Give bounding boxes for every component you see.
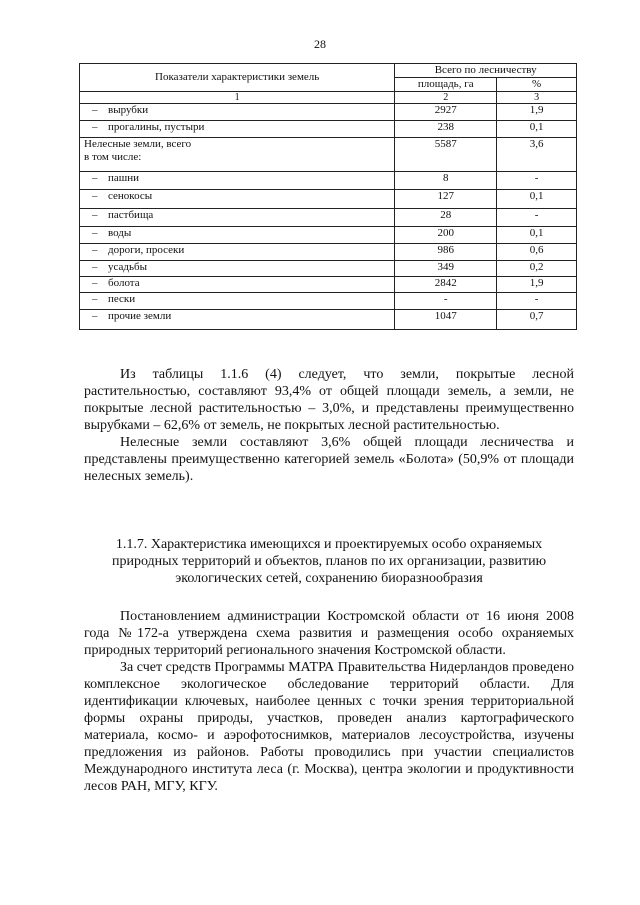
area-cell: 238 [395, 121, 497, 138]
header-percent: % [497, 78, 577, 92]
percent-cell: 3,6 [497, 138, 577, 172]
column-number-3: 3 [497, 92, 577, 104]
page-number: 28 [314, 37, 326, 51]
area-cell: - [395, 293, 497, 310]
dash-marker: – [92, 244, 98, 256]
table-body [80, 104, 577, 330]
area-cell: 2927 [395, 104, 497, 121]
row-label: пески [108, 293, 136, 305]
table-row [80, 104, 577, 121]
row-label-cell [80, 190, 395, 209]
table-row [80, 121, 577, 138]
row-label-cell [80, 277, 395, 293]
table-row [80, 244, 577, 261]
dash-marker: – [92, 209, 98, 221]
dash-marker: – [92, 277, 98, 289]
table-row [80, 293, 577, 310]
percent-cell: 0,2 [497, 261, 577, 277]
row-label-cell [80, 310, 395, 330]
table-row [80, 227, 577, 244]
row-label: дороги, просеки [108, 244, 185, 256]
paragraph-resolution: Постановлением администрации Костромской области от 16 июня 2008 года №172-а утверждена схема развития и размещения особо охраняемых природных территорий регионального значения Костромской области. [84, 609, 574, 658]
column-number-1: 1 [80, 92, 395, 104]
row-label: прочие земли [108, 310, 172, 322]
area-cell: 5587 [395, 138, 497, 172]
header-indicators: Показатели характеристики земель [80, 64, 395, 92]
row-label-cell [80, 261, 395, 277]
row-label-cell [80, 104, 395, 121]
section-heading: 1.1.7. Характеристика имеющихся и проектируемых особо охраняемых природных территорий и объектов, планов по их организации, развитию экологических сетей, сохранению биоразнообразия [111, 537, 547, 586]
row-label-cell [80, 138, 395, 172]
percent-cell: 0,6 [497, 244, 577, 261]
paragraph-nonforest-lands: Нелесные земли составляют 3,6% общей площади лесничества и представлены преимущественно категорией земель «Болота» (50,9% от площади нелесных земель). [84, 435, 574, 484]
dash-marker: – [92, 293, 98, 305]
row-label-cell [80, 227, 395, 244]
row-label: вырубки [108, 104, 149, 116]
percent-cell: - [497, 293, 577, 310]
area-cell: 2842 [395, 277, 497, 293]
row-label: болота [108, 277, 140, 289]
paragraph-matra-program: За счет средств Программы МАТРА Правительства Нидерландов проведено комплексное экологическое обследование территорий области. Для идентификации ключевых, наиболее ценных с точки зрения территориальной формы охраны природы, участков, проведен анализ картографического материала, космо- и аэрофотоснимков, материалов лесоустройства, изучены предложения из районов. Работы проводились при участии специалистов Международного института леса (г. Москва), центра экологии и продуктивности лесов РАН, МГУ, КГУ. [84, 660, 574, 794]
table-row [80, 277, 577, 293]
table-row [80, 310, 577, 330]
dash-marker: – [92, 227, 98, 239]
column-number-2: 2 [395, 92, 497, 104]
area-cell: 1047 [395, 310, 497, 330]
text-block-2 [84, 608, 574, 795]
area-cell: 28 [395, 209, 497, 227]
percent-cell: 1,9 [497, 104, 577, 121]
text-block-1 [84, 366, 574, 485]
table-row [80, 261, 577, 277]
header-area: площадь, га [395, 78, 497, 92]
land-characteristics-table [79, 63, 577, 330]
area-cell: 200 [395, 227, 497, 244]
row-label-cell [80, 209, 395, 227]
row-label-cell [80, 293, 395, 310]
row-sublabel: в том числе: [84, 151, 142, 163]
dash-marker: – [92, 121, 98, 133]
header-forestry-total: Всего по лесничеству [395, 64, 577, 78]
row-label: Нелесные земли, всего [84, 138, 192, 150]
dash-marker: – [92, 310, 98, 322]
percent-cell: 0,7 [497, 310, 577, 330]
percent-cell: 0,1 [497, 121, 577, 138]
percent-cell: 0,1 [497, 227, 577, 244]
area-cell: 8 [395, 172, 497, 190]
row-label-cell [80, 121, 395, 138]
area-cell: 349 [395, 261, 497, 277]
row-label: пастбища [108, 209, 154, 221]
table-row [80, 209, 577, 227]
paragraph-table-summary: Из таблицы 1.1.6 (4) следует, что земли, покрытые лесной растительностью, составляют 93,4% от общей площади земель, а земли, не покрытые лесной растительностью – 3,0%, и представлены преимущественно вырубками – 62,6% от земель, не покрытых лесной растительностью. [84, 367, 574, 433]
area-cell: 127 [395, 190, 497, 209]
percent-cell: 0,1 [497, 190, 577, 209]
dash-marker: – [92, 172, 98, 184]
percent-cell: 1,9 [497, 277, 577, 293]
row-label: прогалины, пустыри [108, 121, 205, 133]
row-label: сенокосы [108, 190, 153, 202]
row-label: воды [108, 227, 132, 239]
row-label-cell [80, 244, 395, 261]
area-cell: 986 [395, 244, 497, 261]
row-label-cell [80, 172, 395, 190]
table-row [80, 172, 577, 190]
row-label: пашни [108, 172, 140, 184]
dash-marker: – [92, 261, 98, 273]
table-row [80, 190, 577, 209]
percent-cell: - [497, 209, 577, 227]
table-row [80, 138, 577, 172]
dash-marker: – [92, 104, 98, 116]
percent-cell: - [497, 172, 577, 190]
dash-marker: – [92, 190, 98, 202]
row-label: усадьбы [108, 261, 147, 273]
